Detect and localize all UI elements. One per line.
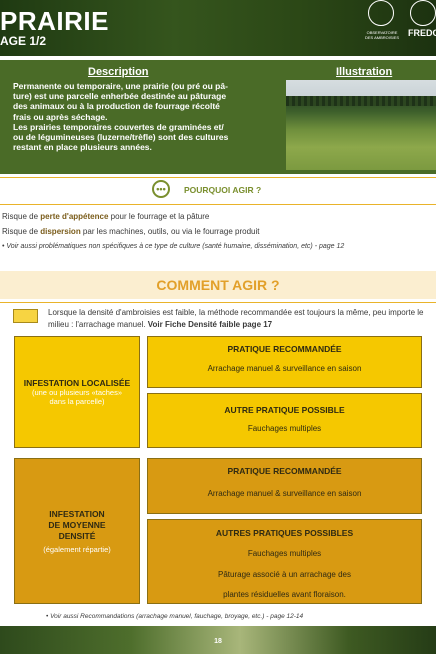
divider bbox=[0, 302, 436, 303]
recommended-practice-localized bbox=[147, 336, 422, 388]
category-localized bbox=[14, 336, 140, 448]
leaf-icon bbox=[368, 0, 394, 26]
treeline bbox=[286, 96, 436, 106]
logo1-caption: OBSERVATOIRE DES AMBROISIES bbox=[364, 30, 399, 40]
practice-text-1: Fauchages multiples bbox=[247, 549, 322, 558]
practice-heading: AUTRE PRATIQUE POSSIBLE bbox=[224, 405, 345, 415]
description-heading: Description bbox=[88, 66, 149, 78]
divider bbox=[0, 177, 436, 178]
category-qualifier: (une ou plusieurs «taches» dans la parcelle) bbox=[31, 388, 123, 406]
category-name: INFESTATION DE MOYENNE DENSITÉ bbox=[48, 508, 106, 541]
divider bbox=[0, 204, 436, 205]
low-density-swatch bbox=[13, 309, 38, 323]
practice-text-2: Pâturage associé à un arrachage des bbox=[218, 570, 351, 579]
fredon-logo bbox=[406, 0, 440, 52]
how-heading: COMMENT AGIR ? bbox=[156, 277, 280, 293]
why-note: • Voir aussi problématiques non spécifiques à ce type de culture (santé humaine, dissémination, etc) - page 12 bbox=[2, 243, 345, 250]
risk1-pre: Risque de bbox=[2, 212, 41, 221]
category-medium bbox=[14, 458, 140, 604]
practice-heading: PRATIQUE RECOMMANDÉE bbox=[227, 466, 342, 476]
practice-text: Arrachage manuel & surveillance en saison bbox=[207, 364, 362, 373]
practice-heading: PRATIQUE RECOMMANDÉE bbox=[227, 344, 342, 354]
practice-text-3: plantes résiduelles avant floraison. bbox=[223, 590, 346, 599]
risk-dispersion bbox=[2, 227, 259, 236]
recommended-practice-medium bbox=[147, 458, 422, 514]
risk2-bold: dispersion bbox=[40, 227, 81, 236]
intro-text bbox=[48, 307, 432, 331]
why-heading: POURQUOI AGIR ? bbox=[184, 185, 262, 195]
meadow-photo bbox=[286, 80, 436, 170]
footer-note: • Voir aussi Recommandations (arrachage manuel, fauchage, broyage, etc.) - page 12-14 bbox=[46, 613, 304, 620]
risk1-bold: perte d'appétence bbox=[40, 212, 109, 221]
header-banner bbox=[0, 0, 440, 56]
practice-text: Arrachage manuel & surveillance en saison bbox=[207, 489, 362, 498]
practice-text: Fauchages multiples bbox=[247, 424, 322, 433]
risk2-pre: Risque de bbox=[2, 227, 41, 236]
category-name: INFESTATION LOCALISÉE bbox=[23, 378, 131, 388]
category-qualifier: (également répartie) bbox=[43, 544, 111, 554]
illustration-heading: Illustration bbox=[336, 66, 393, 78]
risk1-post: pour le fourrage et la pâture bbox=[108, 212, 210, 221]
plant-icon bbox=[410, 0, 436, 26]
page-title: PRAIRIE bbox=[0, 6, 109, 36]
alt-practice-localized bbox=[147, 393, 422, 448]
page-number: 18 bbox=[214, 638, 222, 645]
page-subtitle: AGE 1/2 bbox=[0, 34, 47, 48]
logo2-caption: FREDO bbox=[408, 28, 440, 38]
risk2-post: par les machines, outils, ou via le fourrage produit bbox=[80, 227, 260, 236]
intro-body: Lorsque la densité d'ambroisies est faible, la méthode recommandée est toujours la même, peu importe le milieu : l'arrachage manuel. bbox=[48, 308, 424, 329]
observatoire-logo bbox=[362, 0, 402, 52]
intro-link: Voir Fiche Densité faible page 17 bbox=[147, 320, 273, 329]
risk-appetence bbox=[2, 212, 209, 221]
description-text: Permanente ou temporaire, une prairie (ou pré ou pâ- ture) est une parcelle enherbée destinée au pâturage des animaux ou à la production de fourrage récolté frais ou après séchage. Les prairies temporaires couvertes de graminées et/ ou de légumineuses (luzerne/trèfle) sont des cultures restant en place plusieurs années. bbox=[13, 81, 229, 153]
alt-practices-medium bbox=[147, 519, 422, 604]
practice-heading: AUTRES PRATIQUES POSSIBLES bbox=[215, 528, 354, 538]
speech-bubble-icon: ••• bbox=[152, 180, 170, 198]
